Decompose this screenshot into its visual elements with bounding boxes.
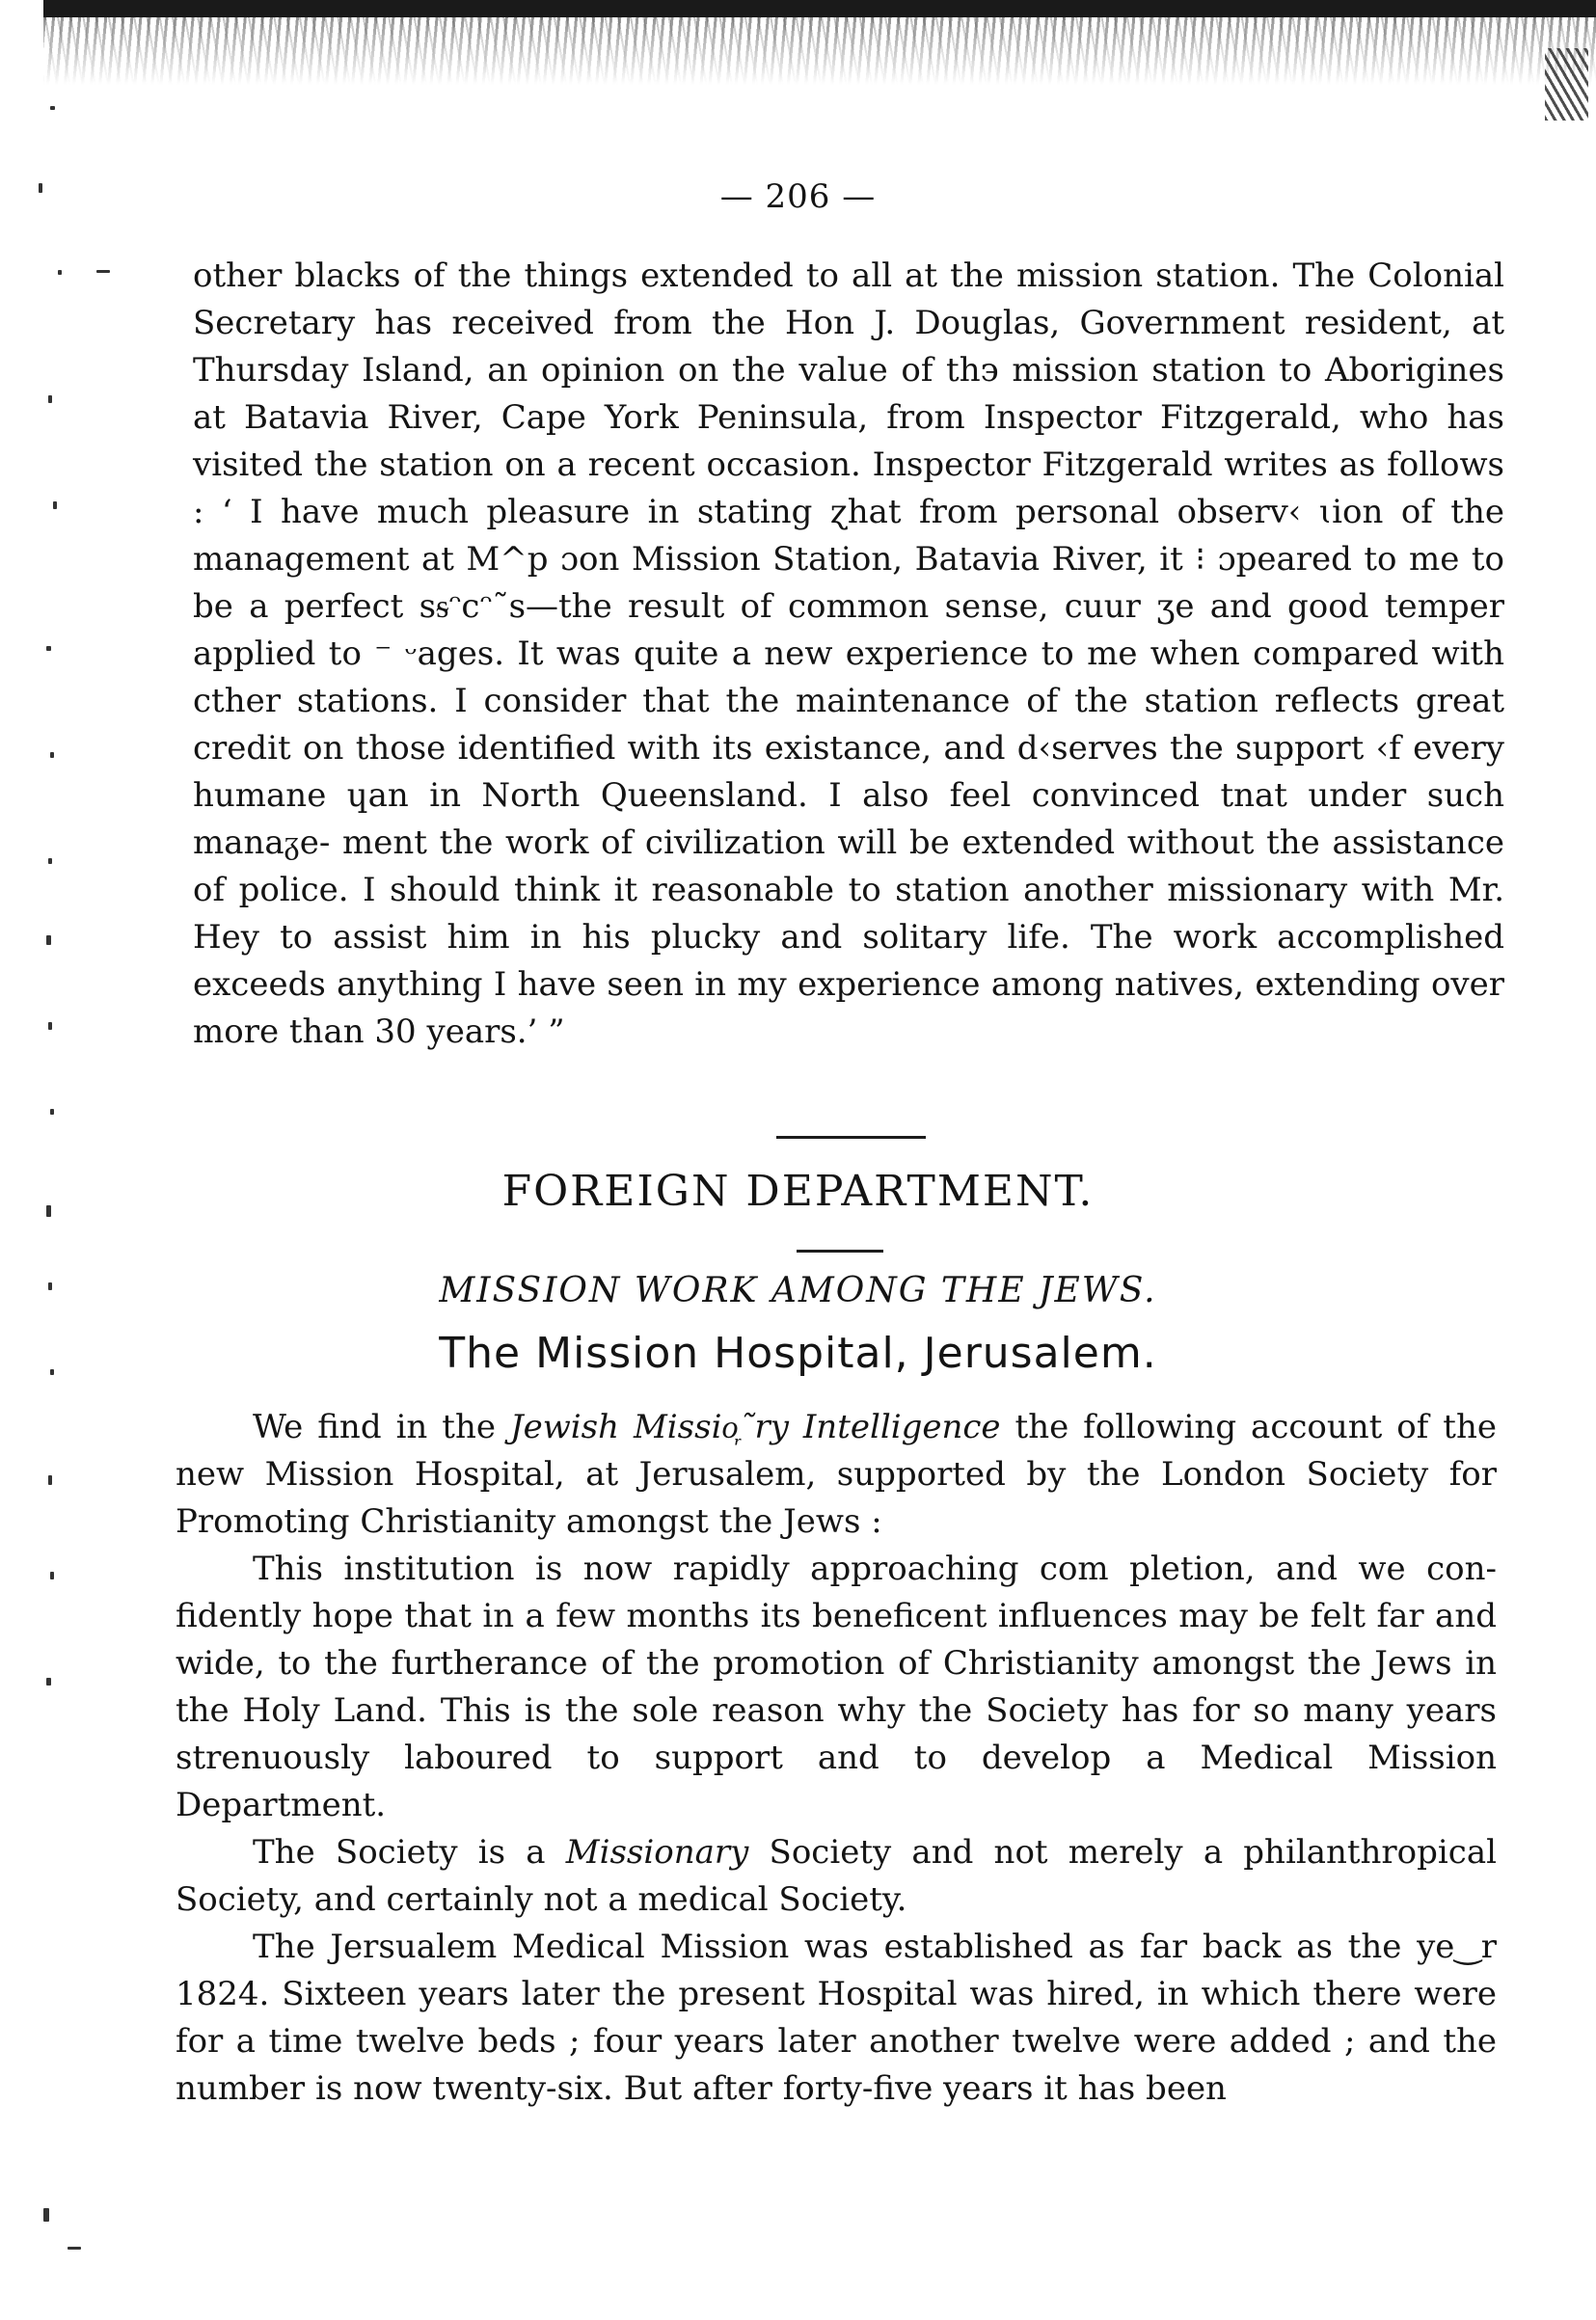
scan-edge-band bbox=[43, 0, 1596, 17]
section-heading: MISSION WORK AMONG THE JEWS. bbox=[439, 1271, 1157, 1310]
paragraph: The Jersualem Medical Mission was established as far back as the ye‿r 1824. Sixteen years later the present Hospital was hired, in which there were for a time twelve beds ; four years later another twelve were added ; and the number is now twenty-six. But after forty-five years it has been bbox=[176, 1928, 1497, 2108]
scan-edge-noise bbox=[43, 17, 1596, 85]
article-heading: The Mission Hospital, Jerusalem. bbox=[439, 1329, 1157, 1378]
text-run: The Society is a bbox=[253, 1833, 566, 1872]
publication-title: Jewish Missio᷊˜ry Intelligence bbox=[509, 1408, 1001, 1446]
divider-rule bbox=[797, 1250, 883, 1253]
emphasis: Missionary bbox=[565, 1833, 749, 1872]
divider-rule bbox=[776, 1136, 926, 1139]
paragraph bbox=[176, 1404, 1497, 1546]
paragraph bbox=[176, 1829, 1497, 1924]
text-run: We find in the bbox=[253, 1408, 510, 1446]
paragraph: This institution is now rapidly approaching com pletion, and we con- fidently hope that in a few months its beneficent influences may be felt far and wide, to the furtherance of the promotion of Christianity amongst the Jews in the Holy Land. This is the sole reason why the Society has for so many years strenuously laboured to support and to develop a Medical Mission Department. bbox=[176, 1550, 1497, 1824]
text-run: Society and not merely a philanthropical Society, and certainly not a medical Society. bbox=[176, 1833, 1497, 1919]
text-run: the following account of the new Mission Hospital, at Jerusalem, supported by the London Society for Promoting Christianity amongst the Jews : bbox=[176, 1408, 1497, 1541]
department-heading: FOREIGN DEPARTMENT. bbox=[501, 1167, 1095, 1216]
paragraph: other blacks of the things extended to all at the mission station. The Colonial Secretary has received from the Hon J. Douglas, Government resident, at Thursday Island, an opinion on the value of th϶ mission station to Aborigines at Batavia River, Cape York Peninsula, from Inspector Fitzgerald, who has visited the station on a recent occasion. Inspector Fitzgerald writes as follows : ‘ I have much pleasure in stating ɀhat from personal observ‹ ɩion of the management at M^p ɔon Mission Station, Batavia River, it ⁝ ɔpeared to me to be a perfect sᵴᵔcᵔ˜s—the result of common sense, cuur ʒe and good temper applied to ⁻ ᵕages. It was quite a new experience to me when compared with cther stations. I consider that the maintenance of the station reflects great credit on those identified with its existance, and d‹serves the support ‹f every humane ɥan in North Queensland. I also feel convinced tnat under such manaᵹe- ment the work of civilization will be extended without the assistance of police. I should think it reasonable to station another missionary with Mr. Hey to assist him in his plucky and solitary life. The work accomplished exceeds anything I have seen in my experience among natives, extending over more than 30 years.’ ” bbox=[193, 256, 1504, 1051]
page-number: — 206 — bbox=[719, 177, 877, 216]
body-text-bottom bbox=[176, 1404, 1497, 2108]
body-text-top bbox=[193, 253, 1504, 1111]
scan-corner-mark bbox=[1545, 48, 1588, 121]
